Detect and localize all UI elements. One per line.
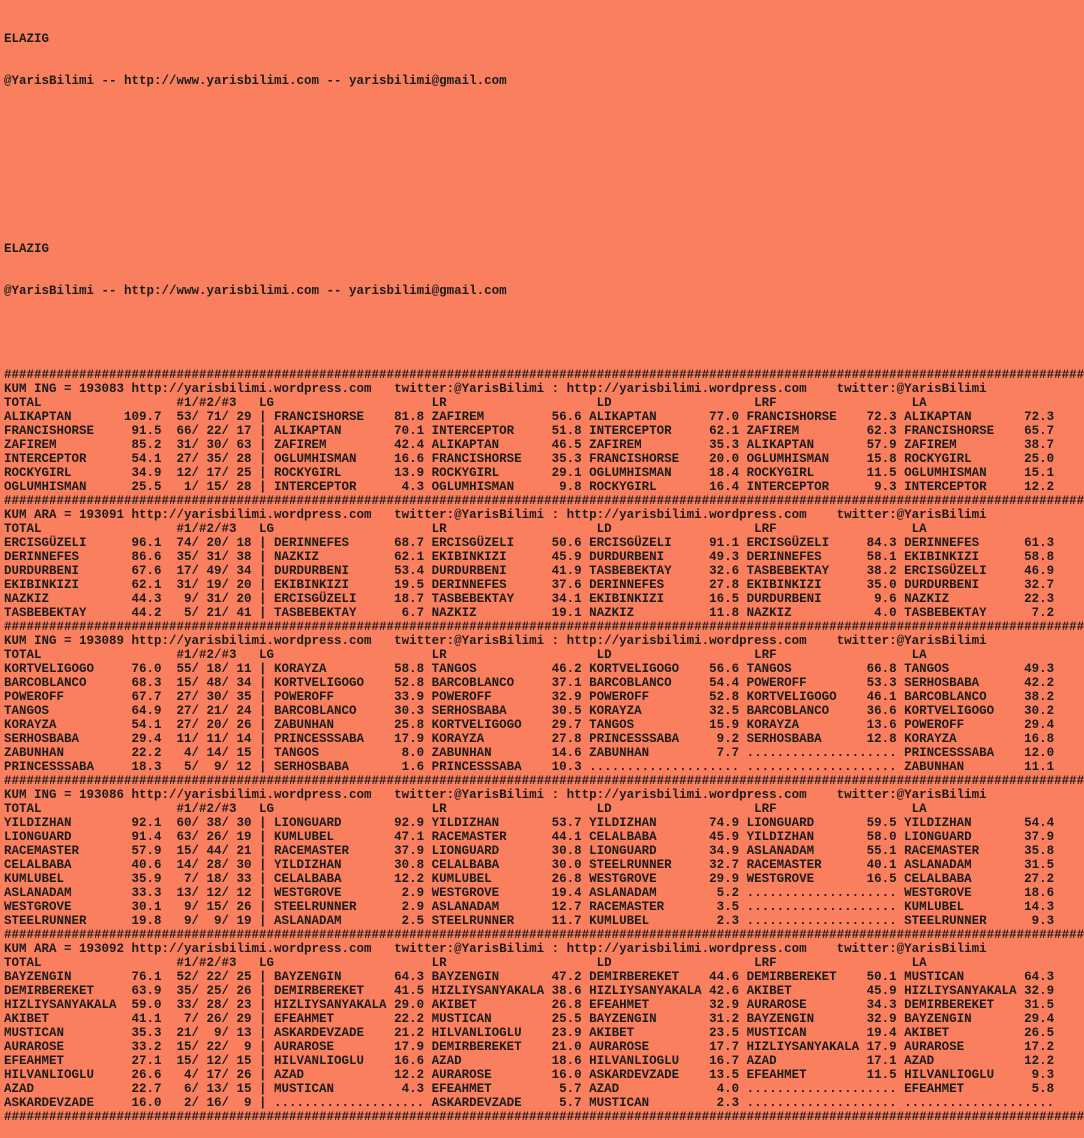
separator-line: ################################################################################################################################################ <box>4 1110 1084 1124</box>
table-row: HILVANLIOGLU 26.6 4/ 17/ 26 | AZAD 12.2 AURAROSE 16.0 ASKARDEVZADE 13.5 EFEAHMET 11.5 HILVANLIOGLU 9.3 <box>4 1068 1062 1082</box>
table-row: EKIBINKIZI 62.1 31/ 19/ 20 | EKIBINKIZI 19.5 DERINNEFES 37.6 DERINNEFES 27.8 EKIBINKIZI 35.0 DURDURBENI 32.7 <box>4 578 1062 592</box>
column-header-line: TOTAL #1/#2/#3 LG LR LD LRF LA <box>4 648 927 662</box>
table-row: ASLANADAM 33.3 13/ 12/ 12 | WESTGROVE 2.9 WESTGROVE 19.4 ASLANADAM 5.2 .................... WESTGROVE 18.6 <box>4 886 1062 900</box>
separator-line: ################################################################################################################################################ <box>4 774 1084 788</box>
blank-line <box>4 200 1080 214</box>
table-row: ZAFIREM 85.2 31/ 30/ 63 | ZAFIREM 42.4 ALIKAPTAN 46.5 ZAFIREM 35.3 ALIKAPTAN 57.9 ZAFIREM 38.7 <box>4 438 1062 452</box>
credit-line: @YarisBilimi -- http://www.yarisbilimi.com -- yarisbilimi@gmail.com <box>4 74 507 88</box>
table-row: KUMLUBEL 35.9 7/ 18/ 33 | CELALBABA 12.2 KUMLUBEL 26.8 WESTGROVE 29.9 WESTGROVE 16.5 CELALBABA 27.2 <box>4 872 1062 886</box>
table-row: BARCOBLANCO 68.3 15/ 48/ 34 | KORTVELIGOGO 52.8 BARCOBLANCO 37.1 BARCOBLANCO 54.4 POWEROFF 53.3 SERHOSBABA 42.2 <box>4 676 1062 690</box>
blank-line <box>4 158 1080 172</box>
blank-line <box>4 326 1080 340</box>
section-header-line: KUM ING = 193086 http://yarisbilimi.wordpress.com twitter:@YarisBilimi : http://yarisbilimi.wordpress.com twitter:@YarisBilimi <box>4 788 987 802</box>
section-header-line: KUM ARA = 193092 http://yarisbilimi.wordpress.com twitter:@YarisBilimi : http://yarisbilimi.wordpress.com twitter:@YarisBilimi <box>4 942 987 956</box>
table-row: OGLUMHISMAN 25.5 1/ 15/ 28 | INTERCEPTOR 4.3 OGLUMHISMAN 9.8 ROCKYGIRL 16.4 INTERCEPTOR 9.3 INTERCEPTOR 12.2 <box>4 480 1062 494</box>
table-row: ALIKAPTAN 109.7 53/ 71/ 29 | FRANCISHORSE 81.8 ZAFIREM 56.6 ALIKAPTAN 77.0 FRANCISHORSE 72.3 ALIKAPTAN 72.3 <box>4 410 1062 424</box>
table-row: KORTVELIGOGO 76.0 55/ 18/ 11 | KORAYZA 58.8 TANGOS 46.2 KORTVELIGOGO 56.6 TANGOS 66.8 TANGOS 49.3 <box>4 662 1062 676</box>
table-row: AZAD 22.7 6/ 13/ 15 | MUSTICAN 4.3 EFEAHMET 5.7 AZAD 4.0 .................... EFEAHMET 5.8 <box>4 1082 1062 1096</box>
table-row: INTERCEPTOR 54.1 27/ 35/ 28 | OGLUMHISMAN 16.6 FRANCISHORSE 35.3 FRANCISHORSE 20.0 OGLUMHISMAN 15.8 ROCKYGIRL 25.0 <box>4 452 1062 466</box>
table-row: ASKARDEVZADE 16.0 2/ 16/ 9 | .................... ASKARDEVZADE 5.7 MUSTICAN 2.3 .................... .................... <box>4 1096 1062 1110</box>
table-row: ZABUNHAN 22.2 4/ 14/ 15 | TANGOS 8.0 ZABUNHAN 14.6 ZABUNHAN 7.7 .................... PRINCESSSABA 12.0 <box>4 746 1062 760</box>
section-header-line: KUM ING = 193083 http://yarisbilimi.wordpress.com twitter:@YarisBilimi : http://yarisbilimi.wordpress.com twitter:@YarisBilimi <box>4 382 987 396</box>
table-row: POWEROFF 67.7 27/ 30/ 35 | POWEROFF 33.9 POWEROFF 32.9 POWEROFF 52.8 KORTVELIGOGO 46.1 BARCOBLANCO 38.2 <box>4 690 1062 704</box>
table-row: TANGOS 64.9 27/ 21/ 24 | BARCOBLANCO 30.3 SERHOSBABA 30.5 KORAYZA 32.5 BARCOBLANCO 36.6 KORTVELIGOGO 30.2 <box>4 704 1062 718</box>
report-body <box>4 368 1084 1124</box>
table-row: STEELRUNNER 19.8 9/ 9/ 19 | ASLANADAM 2.5 STEELRUNNER 11.7 KUMLUBEL 2.3 .................... STEELRUNNER 9.3 <box>4 914 1062 928</box>
separator-line: ################################################################################################################################################ <box>4 368 1084 382</box>
table-row: AKIBET 41.1 7/ 26/ 29 | EFEAHMET 22.2 MUSTICAN 25.5 BAYZENGIN 31.2 BAYZENGIN 32.9 BAYZENGIN 29.4 <box>4 1012 1062 1026</box>
table-row: LIONGUARD 91.4 63/ 26/ 19 | KUMLUBEL 47.1 RACEMASTER 44.1 CELALBABA 45.9 YILDIZHAN 58.0 LIONGUARD 37.9 <box>4 830 1062 844</box>
table-row: TASBEBEKTAY 44.2 5/ 21/ 41 | TASBEBEKTAY 6.7 NAZKIZ 19.1 NAZKIZ 11.8 NAZKIZ 4.0 TASBEBEKTAY 7.2 <box>4 606 1062 620</box>
city-label: ELAZIG <box>4 242 50 256</box>
table-row: YILDIZHAN 92.1 60/ 38/ 30 | LIONGUARD 92.9 YILDIZHAN 53.7 YILDIZHAN 74.9 LIONGUARD 59.5 YILDIZHAN 54.4 <box>4 816 1062 830</box>
table-row: FRANCISHORSE 91.5 66/ 22/ 17 | ALIKAPTAN 70.1 INTERCEPTOR 51.8 INTERCEPTOR 62.1 ZAFIREM 62.3 FRANCISHORSE 65.7 <box>4 424 1062 438</box>
table-row: DEMIRBEREKET 63.9 35/ 25/ 26 | DEMIRBEREKET 41.5 HIZLIYSANYAKALA 38.6 HIZLIYSANYAKALA 42.6 AKIBET 45.9 HIZLIYSANYAKALA 32.9 <box>4 984 1062 998</box>
separator-line: ################################################################################################################################################ <box>4 928 1084 942</box>
column-header-line: TOTAL #1/#2/#3 LG LR LD LRF LA <box>4 522 927 536</box>
separator-line: ################################################################################################################################################ <box>4 620 1084 634</box>
column-header-line: TOTAL #1/#2/#3 LG LR LD LRF LA <box>4 956 927 970</box>
section-header-line: KUM ARA = 193091 http://yarisbilimi.wordpress.com twitter:@YarisBilimi : http://yarisbilimi.wordpress.com twitter:@YarisBilimi <box>4 508 987 522</box>
table-row: RACEMASTER 57.9 15/ 44/ 21 | RACEMASTER 37.9 LIONGUARD 30.8 LIONGUARD 34.9 ASLANADAM 55.1 RACEMASTER 35.8 <box>4 844 1062 858</box>
column-header-line: TOTAL #1/#2/#3 LG LR LD LRF LA <box>4 396 927 410</box>
table-row: SERHOSBABA 29.4 11/ 11/ 14 | PRINCESSSABA 17.9 KORAYZA 27.8 PRINCESSSABA 9.2 SERHOSBABA 12.8 KORAYZA 16.8 <box>4 732 1062 746</box>
table-row: ERCISGÜZELI 96.1 74/ 20/ 18 | DERINNEFES 68.7 ERCISGÜZELI 50.6 ERCISGÜZELI 91.1 ERCISGÜZELI 84.3 DERINNEFES 61.3 <box>4 536 1062 550</box>
table-row: DERINNEFES 86.6 35/ 31/ 38 | NAZKIZ 62.1 EKIBINKIZI 45.9 DURDURBENI 49.3 DERINNEFES 58.1 EKIBINKIZI 58.8 <box>4 550 1062 564</box>
blank-line <box>4 116 1080 130</box>
table-row: NAZKIZ 44.3 9/ 31/ 20 | ERCISGÜZELI 18.7 TASBEBEKTAY 34.1 EKIBINKIZI 16.5 DURDURBENI 9.6 NAZKIZ 22.3 <box>4 592 1062 606</box>
table-row: EFEAHMET 27.1 15/ 12/ 15 | HILVANLIOGLU 16.6 AZAD 18.6 HILVANLIOGLU 16.7 AZAD 17.1 AZAD 12.2 <box>4 1054 1062 1068</box>
table-row: HIZLIYSANYAKALA 59.0 33/ 28/ 23 | HIZLIYSANYAKALA 29.0 AKIBET 26.8 EFEAHMET 32.9 AURAROSE 34.3 DEMIRBEREKET 31.5 <box>4 998 1062 1012</box>
credit-line: @YarisBilimi -- http://www.yarisbilimi.com -- yarisbilimi@gmail.com <box>4 284 507 298</box>
table-row: KORAYZA 54.1 27/ 20/ 26 | ZABUNHAN 25.8 KORTVELIGOGO 29.7 TANGOS 15.9 KORAYZA 13.6 POWEROFF 29.4 <box>4 718 1062 732</box>
table-row: CELALBABA 40.6 14/ 28/ 30 | YILDIZHAN 30.8 CELALBABA 30.0 STEELRUNNER 32.7 RACEMASTER 40.1 ASLANADAM 31.5 <box>4 858 1062 872</box>
city-label: ELAZIG <box>4 32 50 46</box>
table-row: WESTGROVE 30.1 9/ 15/ 26 | STEELRUNNER 2.9 ASLANADAM 12.7 RACEMASTER 3.5 .................... KUMLUBEL 14.3 <box>4 900 1062 914</box>
table-row: AURAROSE 33.2 15/ 22/ 9 | AURAROSE 17.9 DEMIRBEREKET 21.0 AURAROSE 17.7 HIZLIYSANYAKALA 17.9 AURAROSE 17.2 <box>4 1040 1062 1054</box>
table-row: ROCKYGIRL 34.9 12/ 17/ 25 | ROCKYGIRL 13.9 ROCKYGIRL 29.1 OGLUMHISMAN 18.4 ROCKYGIRL 11.5 OGLUMHISMAN 15.1 <box>4 466 1062 480</box>
table-row: DURDURBENI 67.6 17/ 49/ 34 | DURDURBENI 53.4 DURDURBENI 41.9 TASBEBEKTAY 32.6 TASBEBEKTAY 38.2 ERCISGÜZELI 46.9 <box>4 564 1062 578</box>
column-header-line: TOTAL #1/#2/#3 LG LR LD LRF LA <box>4 802 927 816</box>
table-row: MUSTICAN 35.3 21/ 9/ 13 | ASKARDEVZADE 21.2 HILVANLIOGLU 23.9 AKIBET 23.5 MUSTICAN 19.4 AKIBET 26.5 <box>4 1026 1062 1040</box>
separator-line: ################################################################################################################################################ <box>4 494 1084 508</box>
table-row: BAYZENGIN 76.1 52/ 22/ 25 | BAYZENGIN 64.3 BAYZENGIN 47.2 DEMIRBEREKET 44.6 DEMIRBEREKET 50.1 MUSTICAN 64.3 <box>4 970 1062 984</box>
section-header-line: KUM ING = 193089 http://yarisbilimi.wordpress.com twitter:@YarisBilimi : http://yarisbilimi.wordpress.com twitter:@YarisBilimi <box>4 634 987 648</box>
table-row: PRINCESSSABA 18.3 5/ 9/ 12 | SERHOSBABA 1.6 PRINCESSSABA 10.3 .................... .................... ZABUNHAN 11.1 <box>4 760 1062 774</box>
